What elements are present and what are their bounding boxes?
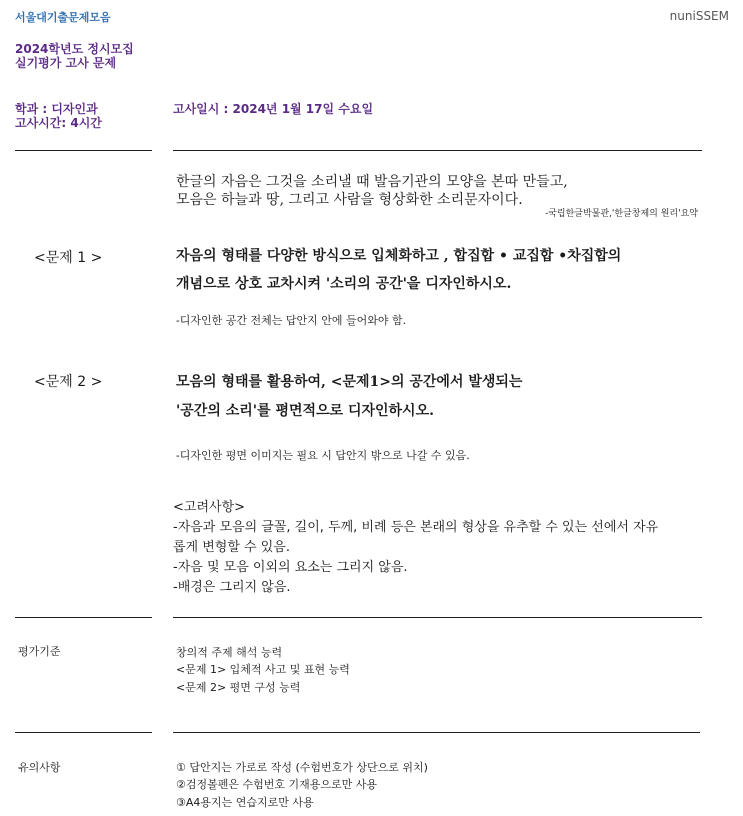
question2-line1: 모음의 형태를 활용하여, <문제1>의 공간에서 발생되는: [176, 374, 523, 390]
brand-label: nuniSSEM: [669, 9, 729, 23]
notes-item: ① 답안지는 가로로 작성 (수험번호가 상단으로 위치): [176, 761, 428, 774]
evaluation-item: <문제 1> 입체적 사고 및 표현 능력: [176, 663, 350, 676]
divider-left-3: [15, 732, 152, 733]
notes-item: ③A4용지는 연습지로만 사용: [176, 796, 314, 809]
divider-right-1: [173, 150, 702, 151]
notes-item: ②검정볼펜은 수험번호 기재용으로만 사용: [176, 778, 377, 791]
question1-line1: 자음의 형태를 다양한 방식으로 입체화하고 , 합집합 • 교집합 •차집합의: [176, 248, 622, 264]
exam-date-label: 고사일시 : 2024년 1월 17일 수요일: [173, 102, 374, 116]
source-label: 서울대기출문제모음: [15, 11, 111, 24]
question1-line2: 개념으로 상호 교차시켜 '소리의 공간'을 디자인하시오.: [176, 276, 512, 292]
considerations-line4: -배경은 그리지 않음.: [173, 580, 291, 595]
evaluation-item: <문제 2> 평면 구성 능력: [176, 681, 301, 694]
considerations-line2: 롭게 변형할 수 있음.: [173, 540, 290, 555]
considerations-line3: -자음 및 모음 이외의 요소는 그리지 않음.: [173, 560, 408, 575]
quote-citation: -국립한글박물관,'한글창제의 원리'요약: [545, 209, 698, 219]
department-label: 학과 : 디자인과: [15, 102, 98, 116]
question2-line2: '공간의 소리'를 평면적으로 디자인하시오.: [176, 403, 434, 419]
evaluation-item: 창의적 주제 해석 능력: [176, 646, 283, 659]
considerations-line1: -자음과 모음의 글꼴, 길이, 두께, 비례 등은 본래의 형상을 유추할 수 있는 선에서 자유: [173, 520, 659, 535]
considerations-heading: <고려사항>: [173, 500, 246, 515]
quote-line1: 한글의 자음은 그것을 소리낼 때 발음기관의 모양을 본따 만들고,: [176, 174, 568, 190]
notes-label: 유의사항: [18, 761, 61, 774]
question2-note: -디자인한 평면 이미지는 필요 시 답안지 밖으로 나갈 수 있음.: [176, 449, 470, 462]
divider-right-2: [173, 617, 702, 618]
quote-line2: 모음은 하늘과 땅, 그리고 사람을 형상화한 소리문자이다.: [176, 192, 523, 208]
evaluation-label: 평가기준: [18, 645, 61, 658]
duration-label: 고사시간: 4시간: [15, 116, 102, 130]
question2-label: <문제 2 >: [34, 374, 103, 390]
divider-left-1: [15, 150, 152, 151]
question1-label: <문제 1 >: [34, 250, 103, 266]
question1-note: -디자인한 공간 전체는 답안지 안에 들어와야 함.: [176, 314, 407, 327]
divider-right-3: [173, 732, 700, 733]
exam-title-line2: 실기평가 고사 문제: [15, 56, 117, 70]
divider-left-2: [15, 617, 152, 618]
exam-title-line1: 2024학년도 정시모집: [15, 42, 134, 56]
